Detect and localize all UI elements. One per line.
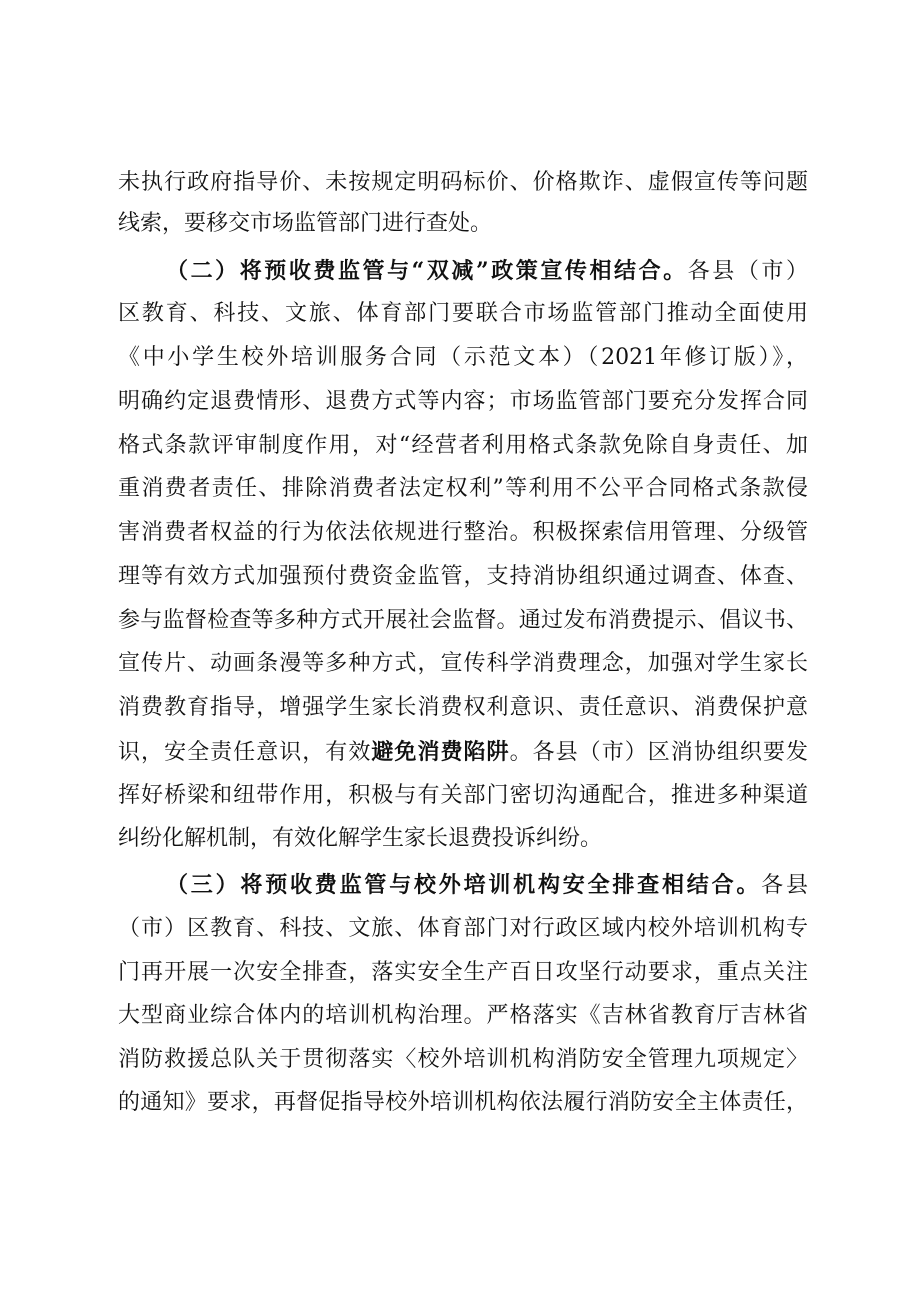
text-line-14 <box>118 734 808 770</box>
text-line-21 <box>118 1042 808 1078</box>
text-segment: 各县（市） <box>687 259 808 284</box>
text-line-20 <box>118 998 808 1034</box>
section-heading-text: （二）将预收费监管与“双减”政策宣传相结合。 <box>166 258 688 284</box>
text-segment: 识，安全责任意识，有效 <box>118 740 372 765</box>
text-segment: 。各县（市）区消协组织要发 <box>509 740 808 765</box>
text-line-1 <box>118 165 808 201</box>
text-segment: 重消费者责任、排除消费者法定权利”等利用不公平合同格式条款侵 <box>118 476 808 501</box>
text-segment: 区教育、科技、文旅、体育部门要联合市场监管部门推动全面使用 <box>118 301 808 326</box>
text-segment: 理等有效方式加强预付费资金监管，支持消协组织通过调查、体查、 <box>118 564 808 589</box>
text-segment: 各县 <box>761 873 808 898</box>
text-line-13 <box>118 690 808 726</box>
text-segment: 《中小学生校外培训服务合同（示范文本）（2021年修订版）》， <box>118 345 808 370</box>
text-segment: 消费教育指导，增强学生家长消费权利意识、责任意识、消费保护意 <box>118 695 808 720</box>
text-segment: 线索，要移交市场监管部门进行查处。 <box>118 211 493 236</box>
text-segment: 挥好桥梁和纽带作用，积极与有关部门密切沟通配合，推进多种渠道 <box>118 783 808 808</box>
text-segment: 门再开展一次安全排查，落实安全生产百日攻坚行动要求，重点关注 <box>118 960 808 985</box>
section-heading-text: （三）将预收费监管与校外培训机构安全排查相结合。 <box>166 872 762 898</box>
text-line-8 <box>118 471 808 507</box>
text-segment: 纠纷化解机制，有效化解学生家长退费投诉纠纷。 <box>118 826 603 851</box>
text-line-2 <box>118 206 808 242</box>
text-segment: 宣传片、动画条漫等多种方式，宣传科学消费理念，加强对学生家长 <box>118 651 808 676</box>
text-line-12 <box>118 646 808 682</box>
text-line-10 <box>118 559 808 595</box>
text-segment: 未执行政府指导价、未按规定明码标价、价格欺诈、虚假宣传等问题 <box>118 170 808 195</box>
highlight-text: 避免消费陷阱 <box>371 739 510 765</box>
text-line-6 <box>118 384 808 420</box>
section-heading-2 <box>166 253 808 289</box>
text-line-5 <box>118 340 808 376</box>
text-segment: 大型商业综合体内的培训机构治理。严格落实《吉林省教育厅吉林省 <box>118 1003 808 1028</box>
text-line-15 <box>118 778 808 814</box>
section-heading-3 <box>166 867 808 903</box>
text-segment: （市）区教育、科技、文旅、体育部门对行政区域内校外培训机构专 <box>118 916 808 941</box>
text-segment: 参与监督检查等多种方式开展社会监督。通过发布消费提示、倡议书、 <box>118 608 808 633</box>
text-line-11 <box>118 603 808 639</box>
text-line-19 <box>118 955 808 991</box>
text-segment: 害消费者权益的行为依法依规进行整治。积极探索信用管理、分级管 <box>118 520 808 545</box>
text-line-16 <box>118 821 808 857</box>
text-line-7 <box>118 428 808 464</box>
text-line-18 <box>118 911 808 947</box>
text-segment: 消防救援总队关于贯彻落实〈校外培训机构消防安全管理九项规定〉 <box>118 1047 808 1072</box>
text-segment: 格式条款评审制度作用，对“经营者利用格式条款免除自身责任、加 <box>118 433 808 458</box>
text-line-22 <box>118 1085 808 1121</box>
text-segment: 明确约定退费情形、退费方式等内容；市场监管部门要充分发挥合同 <box>118 389 808 414</box>
text-line-9 <box>118 515 808 551</box>
text-line-4 <box>118 296 808 332</box>
text-segment: 的通知》要求，再督促指导校外培训机构依法履行消防安全主体责任， <box>118 1090 808 1115</box>
